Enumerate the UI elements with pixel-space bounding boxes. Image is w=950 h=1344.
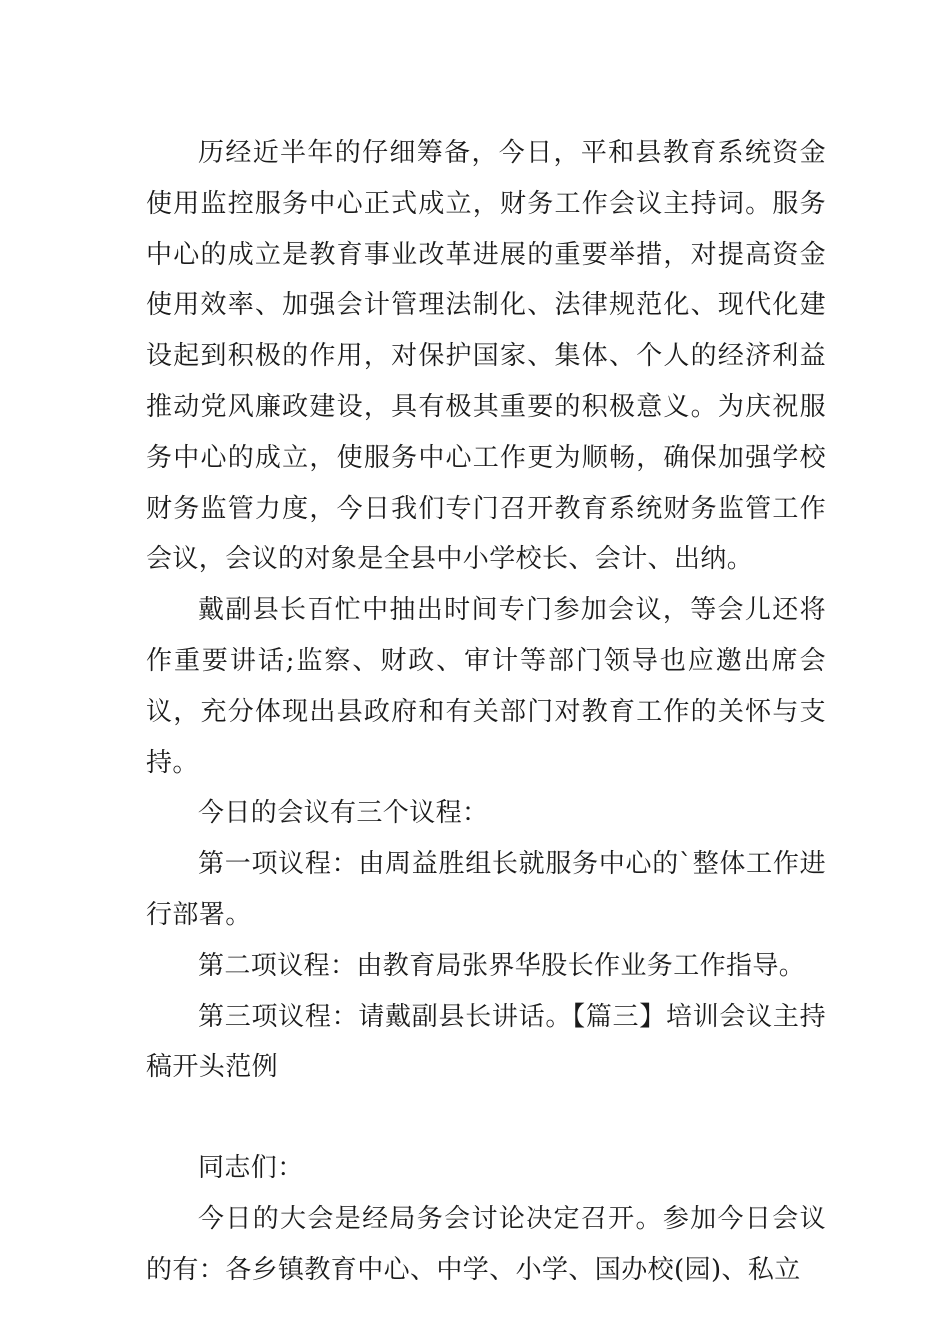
document-body [146,128,826,1296]
paragraph: 第一项议程：由周益胜组长就服务中心的`整体工作进行部署。 [146,849,826,930]
paragraph: 戴副县长百忙中抽出时间专门参加会议，等会儿还将作重要讲话;监察、财政、审计等部门领导也应邀出席会议，充分体现出县政府和有关部门对教育工作的关怀与支持。 [146,595,826,778]
paragraph: 第二项议程：由教育局张界华股长作业务工作指导。 [198,950,806,981]
paragraph: 历经近半年的仔细筹备，今日，平和县教育系统资金使用监控服务中心正式成立，财务工作会议主持词。服务中心的成立是教育事业改革进展的重要举措，对提高资金使用效率、加强会计管理法制化、法律规范化、现代化建设起到积极的作用，对保护国家、集体、个人的经济利益推动党风廉政建设，具有极其重要的积极意义。为庆祝服务中心的成立，使服务中心工作更为顺畅，确保加强学校财务监管力度，今日我们专门召开教育系统财务监管工作会议，会议的对象是全县中小学校长、会计、出纳。 [146,138,826,575]
paragraph: 第三项议程：请戴副县长讲话。【篇三】培训会议主持稿开头范例 [146,1001,826,1083]
paragraph-gap [146,1093,826,1143]
paragraph: 今日的会议有三个议程： [198,798,489,829]
paragraph: 今日的大会是经局务会讨论决定召开。参加今日会议的有：各乡镇教育中心、中学、小学、国办校(园)、私立 [146,1203,826,1285]
salutation: 同志们： [198,1153,304,1184]
